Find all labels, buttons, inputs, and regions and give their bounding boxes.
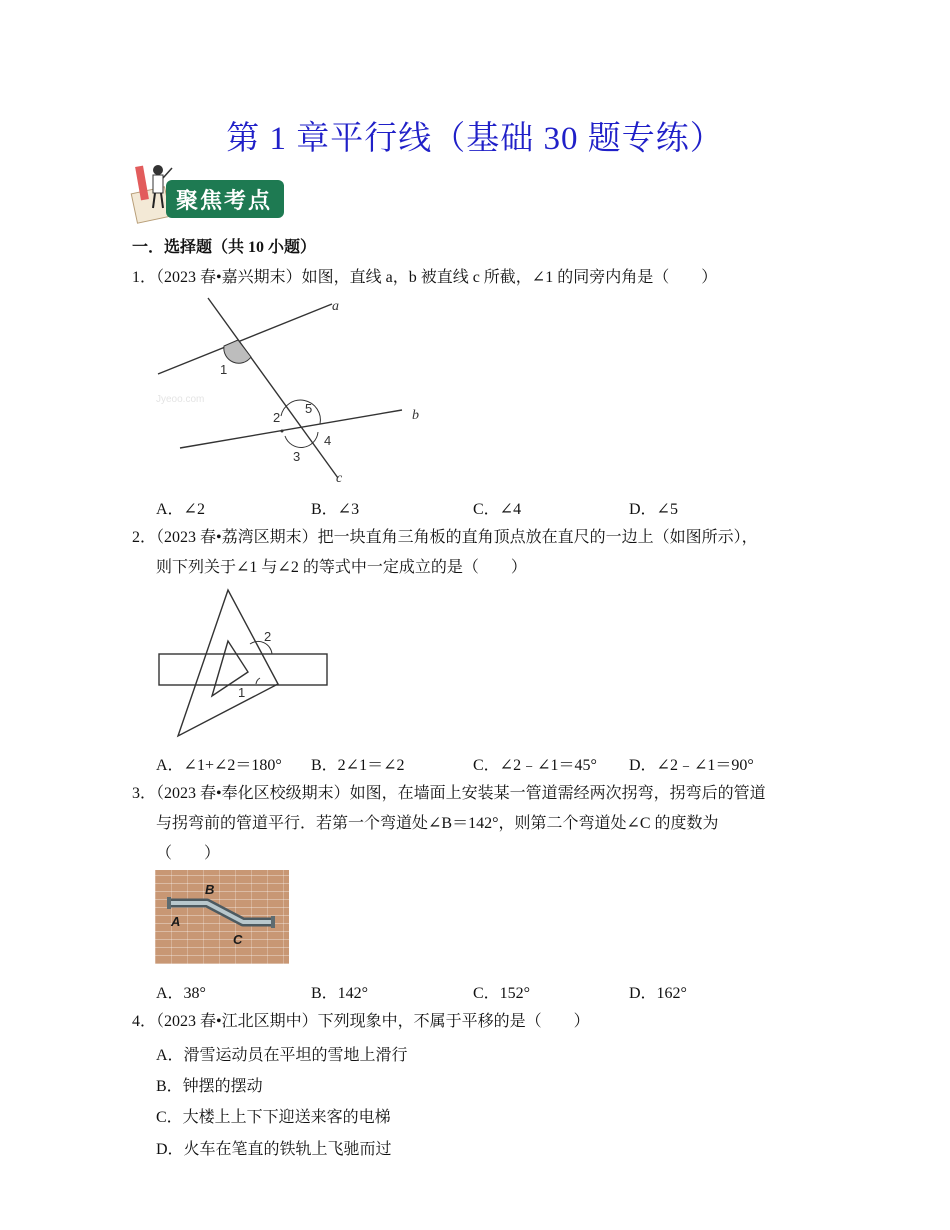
question-1-figure	[150, 296, 440, 488]
focus-badge	[128, 160, 288, 226]
fig2-label-1: 1	[238, 685, 246, 700]
q4-option-a[interactable]: A．滑雪运动员在平坦的雪地上滑行	[156, 1047, 408, 1064]
fig3-label-b: B	[205, 882, 215, 897]
fig1-line-a: a	[332, 299, 339, 314]
fig1-line-c: c	[336, 471, 343, 486]
question-2-text-line2: 则下列关于∠1 与∠2 的等式中一定成立的是（ ）	[156, 559, 527, 576]
question-3-text-line3: （ ）	[156, 845, 221, 862]
fig1-label-4: 4	[324, 433, 332, 448]
fig1-label-5: 5	[305, 401, 313, 416]
fig2-label-2: 2	[264, 629, 272, 644]
question-2-text-line1: 2．（2023 春•荔湾区期末）把一块直角三角板的直角顶点放在直尺的一边上（如图所示），	[132, 529, 758, 546]
section-title: 一．选择题（共 10 小题）	[132, 239, 317, 256]
question-3-figure	[155, 870, 289, 964]
q3-option-b[interactable]: B．142°	[311, 985, 369, 1002]
page-title: 第 1 章平行线（基础 30 题专练）	[226, 121, 724, 157]
q4-option-b[interactable]: B．钟摆的摆动	[156, 1078, 263, 1095]
q4-option-d[interactable]: D．火车在笔直的铁轨上飞驰而过	[156, 1141, 392, 1158]
fig3-label-c: C	[233, 932, 243, 947]
question-1-text: 1．（2023 春•嘉兴期末）如图，直线 a，b 被直线 c 所截，∠1 的同旁内角是（ ）	[132, 269, 718, 286]
question-2-figure	[150, 586, 340, 740]
q3-option-d[interactable]: D．162°	[629, 985, 687, 1002]
question-4-text: 4．（2023 春•江北区期中）下列现象中，不属于平移的是（ ）	[132, 1013, 590, 1030]
q1-option-b[interactable]: B．∠3	[311, 501, 360, 518]
q1-option-a[interactable]: A．∠2	[156, 501, 205, 518]
q3-option-a[interactable]: A．38°	[156, 985, 206, 1002]
q3-option-c[interactable]: C．152°	[473, 985, 531, 1002]
q2-option-c[interactable]: C．∠2﹣∠1＝45°	[473, 757, 597, 774]
fig1-label-3: 3	[293, 449, 301, 464]
q1-option-d[interactable]: D．∠5	[629, 501, 678, 518]
question-3-text-line1: 3．（2023 春•奉化区校级期末）如图，在墙面上安装某一管道需经两次拐弯，拐弯后的管道	[132, 785, 766, 802]
fig1-label-1: 1	[220, 362, 228, 377]
fig1-watermark: Jyeoo.com	[156, 394, 205, 405]
q1-option-c[interactable]: C．∠4	[473, 501, 522, 518]
fig3-label-a: A	[171, 914, 181, 929]
q2-option-d[interactable]: D．∠2﹣∠1＝90°	[629, 757, 754, 774]
fig1-line-b: b	[412, 408, 419, 423]
question-3-text-line2: 与拐弯前的管道平行．若第一个弯道处∠B＝142°，则第二个弯道处∠C 的度数为	[156, 815, 719, 832]
badge-label: 聚焦考点	[176, 189, 273, 214]
q4-option-c[interactable]: C．大楼上上下下迎送来客的电梯	[156, 1109, 391, 1126]
pipe-drawing	[155, 870, 289, 964]
q2-option-a[interactable]: A．∠1+∠2＝180°	[156, 757, 282, 774]
fig1-label-2: 2	[273, 410, 281, 425]
q2-option-b[interactable]: B．2∠1＝∠2	[311, 757, 405, 774]
